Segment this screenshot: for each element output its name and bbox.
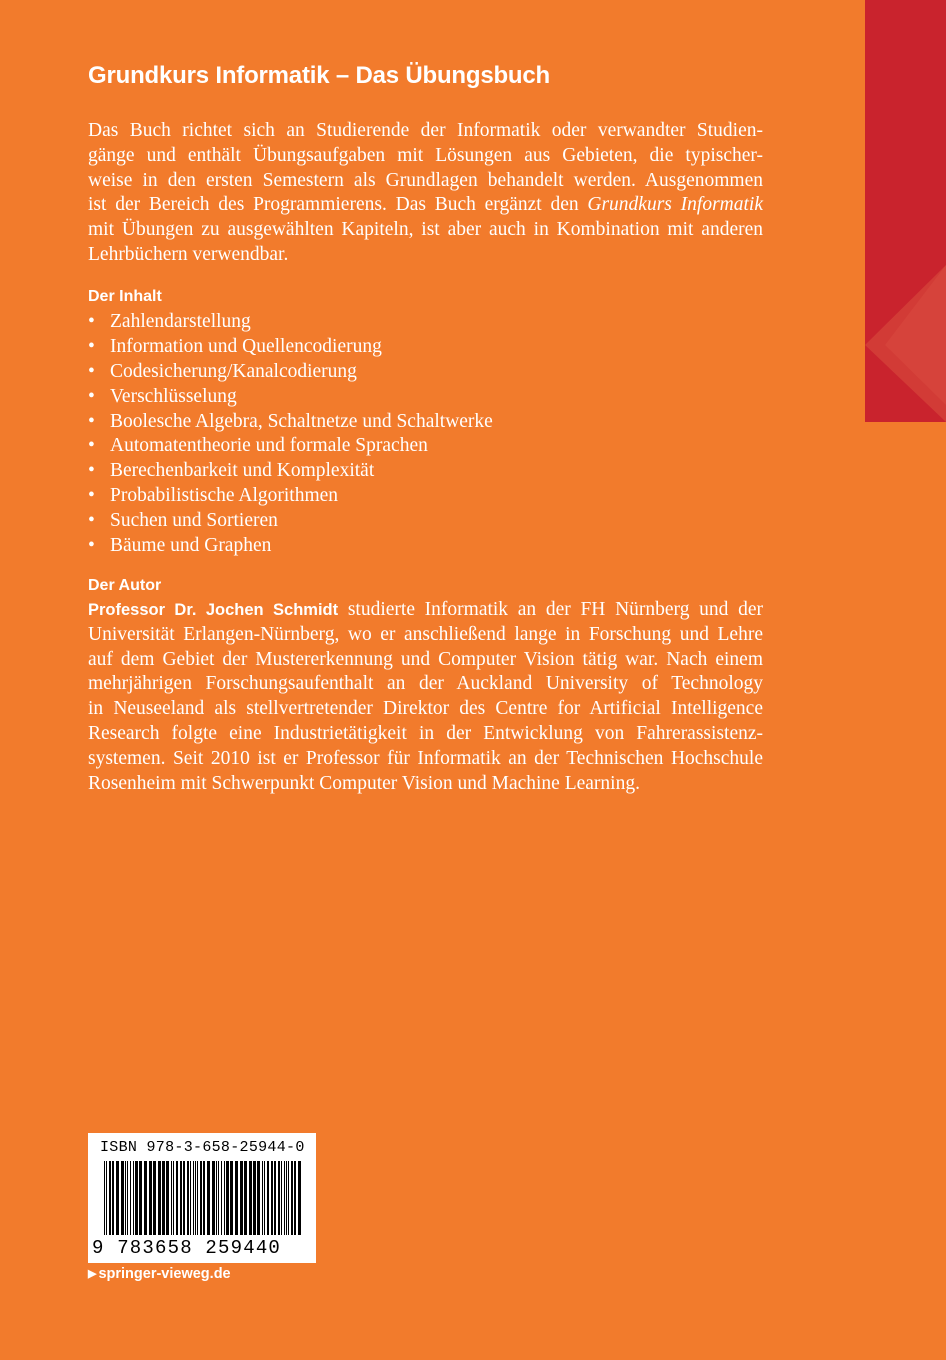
author-heading: Der Autor [88, 577, 162, 594]
author-line: Rosenheim mit Schwerpunkt Computer Vision und Machine Learning. [88, 772, 640, 794]
list-item-label: Bäume und Graphen [110, 535, 272, 557]
barcode-bar [271, 1161, 273, 1235]
barcode-bar [187, 1161, 189, 1235]
list-item [88, 410, 493, 435]
author-line: systemen. Seit 2010 ist er Professor für Informatik an der Technischen Hochschule [88, 747, 763, 769]
intro-line: Das Buch richtet sich an Studierende der Informatik oder verwandter Studien- [88, 120, 763, 141]
bullet: • [88, 385, 95, 407]
barcode-bar [116, 1161, 119, 1235]
intro-line: mit Übungen zu ausgewählten Kapiteln, ist aber auch in Kombination mit anderen [88, 219, 763, 241]
barcode-bar [212, 1161, 215, 1235]
barcode-bar [104, 1161, 105, 1235]
barcode-bar [294, 1161, 296, 1235]
barcode-bar [286, 1161, 287, 1235]
barcode-bar [224, 1161, 225, 1235]
list-item-label: Zahlendarstellung [110, 311, 251, 332]
barcode-bar [226, 1161, 229, 1235]
intro-line-text: ist der Bereich des Programmierens. Das Buch ergänzt den [88, 194, 588, 216]
barcode-bar [235, 1161, 238, 1235]
barcode-bar [218, 1161, 219, 1235]
isbn-barcode [88, 1133, 316, 1263]
book-title: Grundkurs Informatik – Das Übungsbuch [88, 62, 550, 89]
barcode-bar [281, 1161, 282, 1235]
bullet: • [88, 311, 95, 332]
barcode-bar [253, 1161, 256, 1235]
publisher-link[interactable] [88, 1266, 231, 1282]
barcode-bar [190, 1161, 191, 1235]
list-item [88, 534, 493, 559]
bullet: • [88, 410, 95, 432]
barcode-bar [112, 1161, 114, 1235]
barcode-bar [162, 1161, 165, 1235]
intro-line: Lehrbüchern verwendbar. [88, 243, 289, 265]
barcode-bar [197, 1161, 198, 1235]
barcode-bar [264, 1161, 265, 1235]
barcode-bar [135, 1161, 138, 1235]
author-line: Research folgte eine Industrietätigkeit in der Entwicklung von Fahrerassistenz- [88, 722, 763, 744]
arrow-icon: ▶ [88, 1268, 97, 1280]
barcode-bar [207, 1161, 210, 1235]
author-line: mehrjährigen Forschungsaufenthalt an der Auckland University of Technology [88, 673, 763, 695]
barcode-bar [230, 1161, 233, 1235]
author-name: Professor Dr. Jochen Schmidt [88, 601, 339, 619]
author-line-text: studierte Informatik an der FH Nürnberg und der [338, 599, 763, 620]
barcode-bar [173, 1161, 174, 1235]
list-item [88, 509, 493, 534]
barcode-bar [121, 1161, 124, 1235]
contents-list [88, 310, 493, 559]
intro-paragraph [88, 119, 763, 268]
bullet: • [88, 435, 95, 457]
intro-line [88, 193, 763, 218]
list-item [88, 459, 493, 484]
publisher-url: springer-vieweg.de [98, 1266, 231, 1282]
isbn-label: ISBN 978-3-658-25944-0 [100, 1139, 305, 1156]
barcode-bar [149, 1161, 152, 1235]
barcode-bar [284, 1161, 285, 1235]
author-line: auf dem Gebiet der Mustererkennung und Computer Vision tätig war. Nach einem [88, 648, 763, 670]
fold-decoration [865, 265, 946, 422]
list-item-label: Automatentheorie und formale Sprachen [110, 435, 428, 457]
list-item-label: Probabilistische Algorithmen [110, 485, 339, 507]
bullet: • [88, 335, 95, 357]
barcode-bar [106, 1161, 107, 1235]
bullet: • [88, 360, 95, 382]
barcode-bar [127, 1161, 128, 1235]
bullet: • [88, 510, 95, 532]
barcode-bar [158, 1161, 161, 1235]
list-item-label: Information und Quellencodierung [110, 335, 382, 357]
barcode-bar [240, 1161, 243, 1235]
barcode-bar [130, 1161, 131, 1235]
barcode-bar [203, 1161, 205, 1235]
barcode-bar [244, 1161, 247, 1235]
barcode-bar [195, 1161, 196, 1235]
list-item-label: Verschlüsselung [110, 385, 237, 407]
barcode-bar [200, 1161, 202, 1235]
list-item-label: Codesicherung/Kanalcodierung [110, 360, 357, 382]
barcode-bar [274, 1161, 276, 1235]
barcode-bar [153, 1161, 156, 1235]
intro-italic-title: Grundkurs Informatik [587, 194, 763, 216]
barcode-bar [262, 1161, 263, 1235]
list-item [88, 360, 493, 385]
author-line: Universität Erlangen-Nürnberg, wo er anschließend lange in Forschung und Lehre [88, 623, 763, 645]
list-item-label: Suchen und Sortieren [110, 510, 278, 532]
barcode-bar [193, 1161, 194, 1235]
barcode-bar [288, 1161, 289, 1235]
list-item [88, 385, 493, 410]
barcode-bar [267, 1161, 269, 1235]
intro-line: weise in den ersten Semestern als Grundlagen behandelt werden. Ausgenommen [88, 169, 763, 191]
barcode-bar [291, 1161, 293, 1235]
contents-heading: Der Inhalt [88, 288, 162, 305]
barcode-bar [133, 1161, 134, 1235]
bullet: • [88, 485, 95, 507]
barcode-bar [180, 1161, 182, 1235]
barcode-bar [183, 1161, 185, 1235]
list-item [88, 310, 493, 335]
barcode-bar [257, 1161, 260, 1235]
barcode-bar [109, 1161, 111, 1235]
list-item-label: Berechenbarkeit und Komplexität [110, 460, 375, 482]
barcode-bar [166, 1161, 169, 1235]
barcode-bar [249, 1161, 252, 1235]
bullet: • [88, 460, 95, 482]
barcode-bar [139, 1161, 142, 1235]
barcode-bar [144, 1161, 147, 1235]
list-item [88, 484, 493, 509]
barcode-bar [125, 1161, 126, 1235]
barcode-bars [94, 1161, 310, 1241]
author-line: in Neuseeland als stellvertretender Direktor des Centre for Artificial Intelligence [88, 698, 763, 720]
bullet: • [88, 535, 95, 557]
barcode-bar [221, 1161, 222, 1235]
barcode-bar [176, 1161, 178, 1235]
ean-digits: 9 783658 259440 [92, 1237, 282, 1259]
red-side-band [865, 0, 946, 422]
author-paragraph [88, 598, 763, 796]
list-item-label: Boolesche Algebra, Schaltnetze und Schaltwerke [110, 410, 493, 432]
barcode-bar [216, 1161, 217, 1235]
barcode-bar [278, 1161, 280, 1235]
list-item [88, 434, 493, 459]
barcode-bar [298, 1161, 301, 1235]
barcode-bar [171, 1161, 172, 1235]
list-item [88, 335, 493, 360]
author-line [88, 598, 763, 623]
intro-line: gänge und enthält Übungsaufgaben mit Lösungen aus Gebieten, die typischer- [88, 144, 763, 166]
